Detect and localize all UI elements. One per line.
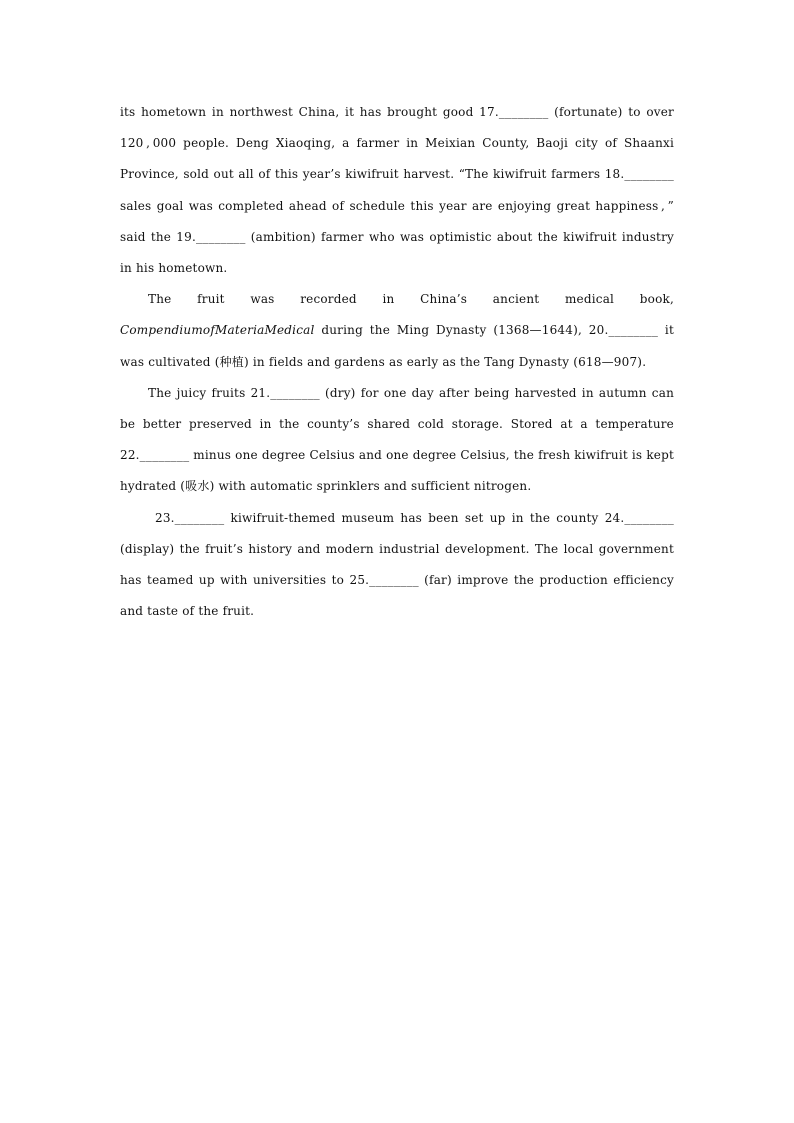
document-page <box>120 97 674 627</box>
paragraph-1 <box>120 97 674 284</box>
paragraph-1-text: its hometown in northwest China, it has brought good 17.________ (fortunate) to over 120 , 000 people. Deng Xiaoqing, a farmer in Meixian County, Baoji city of Shaanxi Province, sold out all of this year’s kiwifruit harvest. “The kiwifruit farmers 18.________ sales goal was completed ahead of schedule this year are enjoying great happiness , ” said the 19.________ (ambition) farmer who was optimistic about the kiwifruit industry in his hometown. <box>120 105 674 276</box>
paragraph-4-text: 23.________ kiwifruit-themed museum has been set up in the county 24.________ (display) the fruit’s history and modern industrial development. The local government has teamed up with universities to 25.________ (far) improve the production efficiency and taste of the fruit. <box>120 510 674 619</box>
paragraph-3 <box>120 378 674 503</box>
paragraph-4 <box>120 503 674 628</box>
paragraph-2-text-a: The fruit was recorded in China’s ancient medical book, <box>148 292 674 307</box>
paragraph-2-text-b: during the Ming Dynasty (1368—1644), 20.________ it was cultivated (种植) in fields and gardens as early as the Tang Dynasty (618—907). <box>120 323 674 369</box>
paragraph-2 <box>120 284 674 378</box>
book-title: CompendiumofMateriaMedical <box>120 323 315 338</box>
paragraph-3-text: The juicy fruits 21.________ (dry) for one day after being harvested in autumn can be better preserved in the county’s shared cold storage. Stored at a temperature 22.________ minus one degree Celsius and one degree Celsius, the fresh kiwifruit is kept hydrated (吸水) with automatic sprinklers and sufficient nitrogen. <box>120 385 674 494</box>
